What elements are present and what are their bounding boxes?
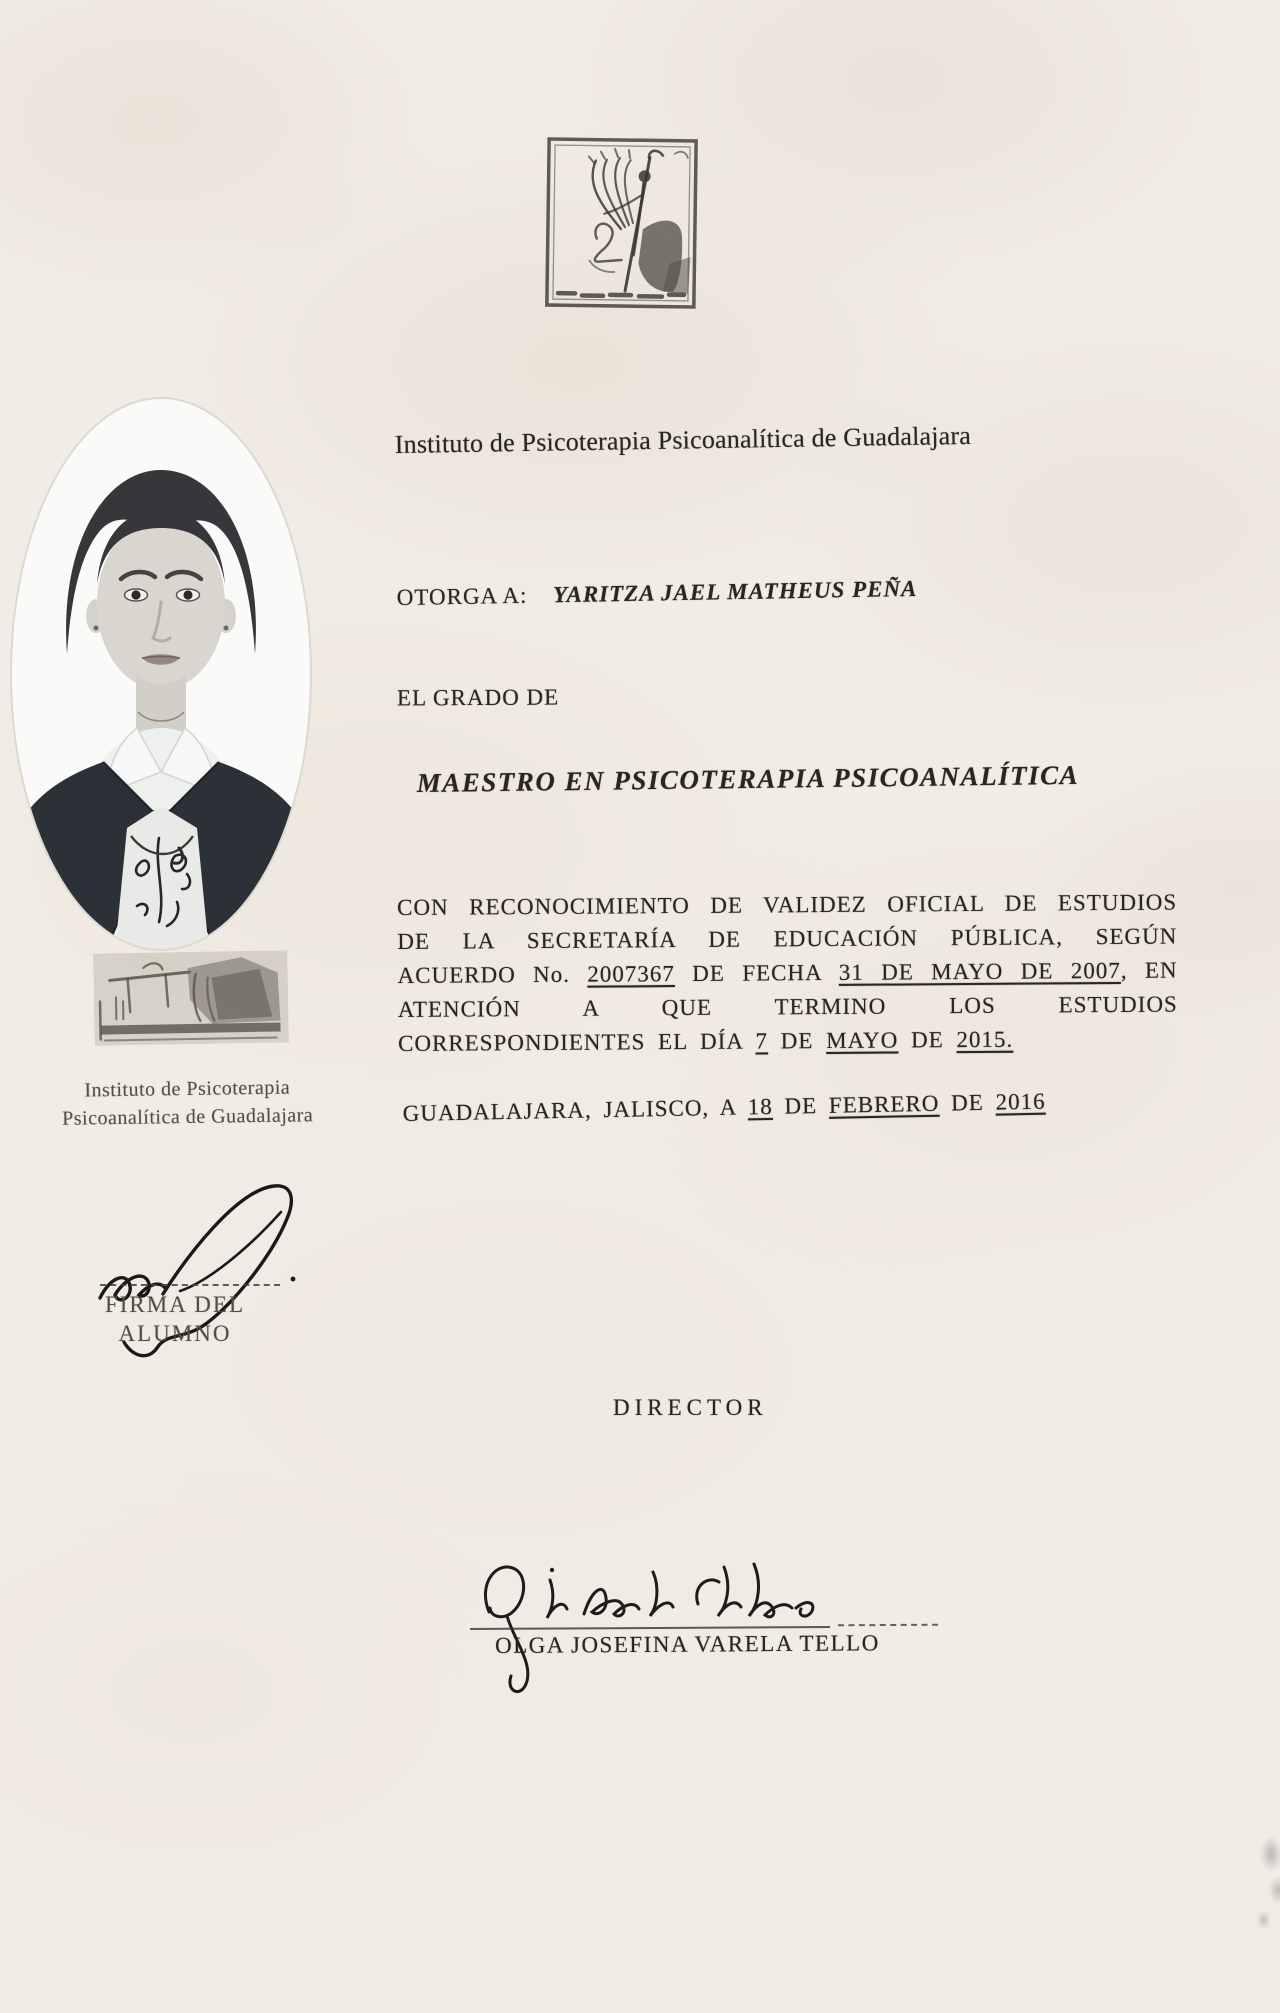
acuerdo-date: 31 DE MAYO DE 2007 (838, 957, 1121, 985)
issue-year: 2016 (995, 1088, 1046, 1115)
institute-emblem-stamp (542, 132, 701, 314)
completion-day: 7 (755, 1028, 769, 1054)
student-portrait-photo (9, 396, 313, 952)
director-name: OLGA JOSEFINA VARELA TELLO (495, 1630, 880, 1658)
institute-logo-stamp (91, 946, 293, 1049)
completion-month: MAYO (826, 1027, 899, 1054)
recognition-paragraph (397, 886, 1178, 1061)
otorga-line (397, 572, 1157, 611)
acuerdo-number: 2007367 (587, 961, 675, 987)
scan-smudge (1236, 1830, 1280, 1950)
paragraph-line: CON RECONOCIMIENTO DE VALIDEZ OFICIAL DE ESTUDIOS (397, 889, 1178, 920)
grade-label: EL GRADO DE (396, 684, 560, 711)
paragraph-line: ACUERDO No. 2007367 DE FECHA 31 DE MAYO DE 2007, EN (397, 957, 1178, 988)
photo-caption-line2: Psicoanalítica de Guadalajara (62, 1104, 314, 1130)
issue-day: 18 (747, 1093, 773, 1120)
paragraph-line: ATENCIÓN A QUE TERMINO LOS ESTUDIOS (397, 991, 1178, 1022)
firma-label-line1: FIRMA DEL (104, 1292, 246, 1317)
completion-year: 2015. (956, 1026, 1014, 1053)
paragraph-line: DE LA SECRETARÍA DE EDUCACIÓN PÚBLICA, SEGÚN (397, 923, 1178, 954)
degree-title: MAESTRO EN PSICOTERAPIA PSICOANALÍTICA (416, 759, 1080, 799)
paragraph-line: CORRESPONDIENTES EL DÍA 7 DE MAYO DE 2015. (397, 1026, 1014, 1056)
firma-label-line2: ALUMNO (118, 1321, 232, 1346)
issue-month: FEBRERO (828, 1090, 940, 1118)
photo-caption-line1: Instituto de Psicoterapia (84, 1076, 291, 1102)
photo-caption (30, 1073, 346, 1133)
recipient-name: YARITZA JAEL MATHEUS PEÑA (552, 575, 918, 608)
issue-date-line: GUADALAJARA, JALISCO, A 18 DE FEBRERO DE 2016 (402, 1088, 1046, 1127)
student-signature-line (100, 1284, 280, 1286)
institution-title: Instituto de Psicoterapia Psicoanalítica de Guadalajara (394, 420, 972, 460)
director-label: DIRECTOR (613, 1395, 768, 1420)
student-signature-label (60, 1290, 290, 1348)
otorga-label: OTORGA A: (396, 582, 528, 611)
